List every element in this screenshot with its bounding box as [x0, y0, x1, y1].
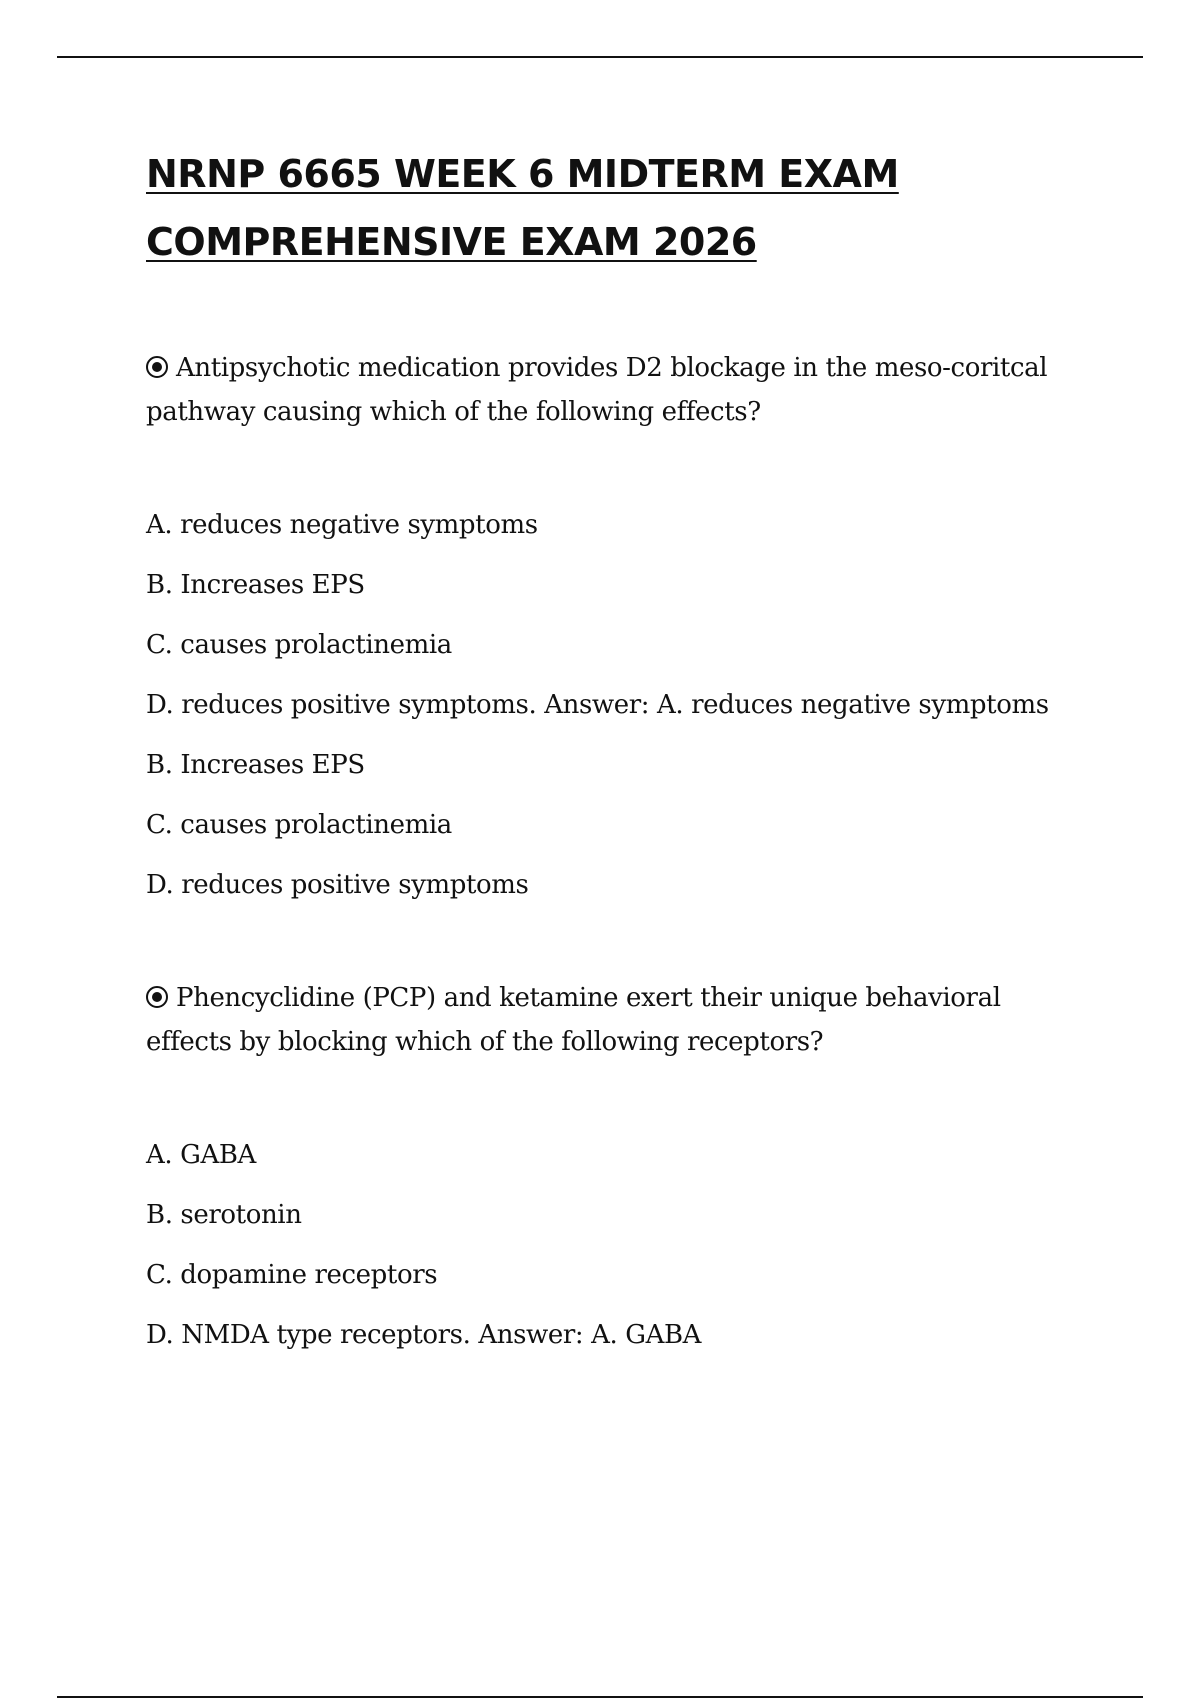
option: A. GABA	[146, 1140, 256, 1170]
radio-bullet-icon	[146, 986, 168, 1008]
option: B. serotonin	[146, 1200, 302, 1230]
page-title	[146, 140, 1086, 276]
option: A. reduces negative symptoms	[146, 510, 538, 540]
question-block-2	[146, 976, 1086, 1356]
title-line-1: NRNP 6665 WEEK 6 MIDTERM EXAM	[146, 152, 899, 196]
option: D. reduces positive symptoms	[146, 870, 529, 900]
question-block-1	[146, 346, 1086, 906]
option-with-answer: D. reduces positive symptoms. Answer: A. reduces negative symptoms	[146, 690, 1049, 720]
question-2-options	[146, 1134, 1086, 1356]
option: C. causes prolactinemia	[146, 630, 452, 660]
radio-bullet-icon	[146, 356, 168, 378]
option: C. causes prolactinemia	[146, 810, 452, 840]
option: C. dopamine receptors	[146, 1260, 438, 1290]
title-line-2: COMPREHENSIVE EXAM 2026	[146, 220, 757, 264]
question-2	[146, 976, 1086, 1064]
option-with-answer: D. NMDA type receptors. Answer: A. GABA	[146, 1320, 702, 1350]
option: B. Increases EPS	[146, 570, 365, 600]
top-rule	[57, 56, 1143, 58]
question-1-options	[146, 504, 1086, 906]
question-1	[146, 346, 1086, 434]
question-1-text: Antipsychotic medication provides D2 blockage in the meso-coritcal pathway causing which of the following effects?	[146, 353, 1048, 427]
document-body	[146, 140, 1086, 1374]
bottom-rule	[57, 1696, 1143, 1698]
question-2-text: Phencyclidine (PCP) and ketamine exert their unique behavioral effects by blocking which of the following receptors?	[146, 983, 1001, 1057]
option: B. Increases EPS	[146, 750, 365, 780]
